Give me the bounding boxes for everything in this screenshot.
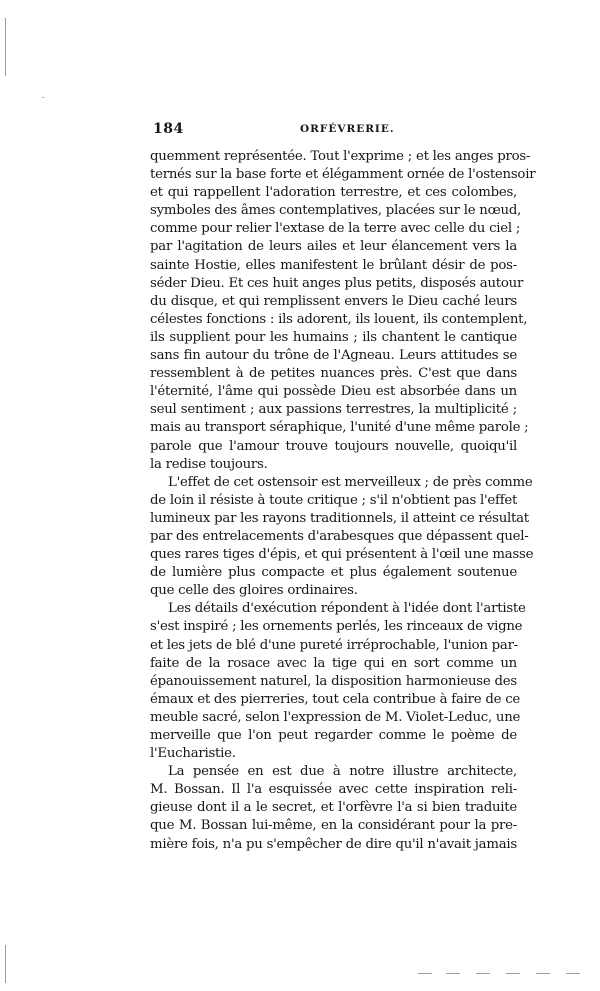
text-line: de lumière plus compacte et plus également soutenue	[150, 565, 517, 581]
paragraph	[150, 474, 534, 601]
text-line: l'Eucharistie.	[150, 746, 236, 762]
scan-speck	[42, 97, 44, 98]
text-line: l'éternité, l'âme qui possède Dieu est absorbée dans un	[150, 384, 517, 400]
page-header	[153, 121, 514, 143]
scan-edge-mark-top	[5, 18, 6, 76]
scan-dash-marks	[418, 973, 588, 975]
text-line: L'effet de cet ostensoir est merveilleux ; de près comme	[168, 474, 533, 490]
text-line: émaux et des pierreries, tout cela contribue à faire de ce	[150, 691, 521, 707]
text-line: symboles des âmes contemplatives, placées sur le nœud,	[150, 203, 522, 219]
paragraph	[150, 763, 517, 853]
text-line: merveille que l'on peut regarder comme le poème de	[150, 728, 517, 743]
text-line: ils supplient pour les humains ; ils chantent le cantique	[150, 329, 517, 345]
scan-dash	[418, 973, 432, 974]
text-line: mais au transport séraphique, l'unité d'une même parole ;	[150, 420, 529, 436]
text-line: meuble sacré, selon l'expression de M. Violet-Leduc, une	[150, 709, 521, 725]
text-line: séder Dieu. Et ces huit anges plus petits, disposés autour	[150, 275, 524, 291]
text-line: de loin il résiste à toute critique ; s'il n'obtient pas l'effet	[150, 492, 518, 508]
text-line: seul sentiment ; aux passions terrestres, la multiplicité ;	[150, 402, 517, 418]
text-line: comme pour relier l'extase de la terre avec celle du ciel ;	[150, 221, 521, 237]
scan-dash	[536, 973, 550, 974]
text-line: mière fois, n'a pu s'empêcher de dire qu'il n'avait jamais	[150, 836, 517, 852]
text-line: ques rares tiges d'épis, et qui présentent à l'œil une masse	[150, 547, 534, 563]
text-line: épanouissement naturel, la disposition harmonieuse des	[150, 673, 517, 689]
text-line: que celle des gloires ordinaires.	[150, 583, 358, 599]
text-line: M. Bossan. Il l'a esquissée avec cette inspiration reli-	[150, 782, 517, 798]
text-line: du disque, et qui remplissent envers le Dieu caché leurs	[150, 293, 517, 309]
text-line: et qui rappellent l'adoration terrestre, et ces colombes,	[150, 185, 517, 201]
text-line: sainte Hostie, elles manifestent le brûlant désir de pos-	[150, 257, 517, 273]
scan-dash	[446, 973, 460, 974]
text-line: et les jets de blé d'une pureté irréprochable, l'union par-	[150, 637, 518, 653]
text-line: faite de la rosace avec la tige qui en sort comme un	[150, 655, 517, 671]
text-line: que M. Bossan lui-même, en la considérant pour la pre-	[150, 818, 517, 834]
text-line: par des entrelacements d'arabesques que dépassent quel-	[150, 528, 529, 544]
text-line: par l'agitation de leurs ailes et leur élancement vers la	[150, 239, 517, 255]
text-line: gieuse dont il a le secret, et l'orfèvre l'a si bien traduite	[150, 800, 517, 816]
text-line: parole que l'amour trouve toujours nouvelle, quoiqu'il	[150, 438, 517, 454]
body-text	[150, 148, 536, 854]
paragraph	[150, 148, 536, 474]
running-head: ORFÉVRERIE.	[300, 123, 395, 135]
text-line: La pensée en est due à notre illustre architecte,	[168, 764, 517, 780]
text-line: s'est inspiré ; les ornements perlés, les rinceaux de vigne	[150, 619, 523, 635]
text-line: sans fin autour du trône de l'Agneau. Leurs attitudes se	[150, 348, 517, 364]
scan-edge-mark-bottom	[5, 945, 6, 983]
text-line: quemment représentée. Tout l'exprime ; et les anges pros-	[150, 149, 531, 164]
scan-dash	[506, 973, 520, 974]
text-line: ressemblent à de petites nuances près. C'est que dans	[150, 366, 517, 382]
text-line: Les détails d'exécution répondent à l'idée dont l'artiste	[168, 601, 526, 617]
scan-dash	[566, 973, 580, 974]
text-line: ternés sur la base forte et élégamment ornée de l'ostensoir	[150, 167, 536, 183]
paragraph	[150, 600, 526, 763]
text-line: célestes fonctions : ils adorent, ils louent, ils contemplent,	[150, 311, 528, 327]
text-line: la redise toujours.	[150, 456, 268, 472]
scan-dash	[476, 973, 490, 974]
text-line: lumineux par les rayons traditionnels, il atteint ce résultat	[150, 510, 529, 526]
page-number: 184	[153, 121, 184, 137]
